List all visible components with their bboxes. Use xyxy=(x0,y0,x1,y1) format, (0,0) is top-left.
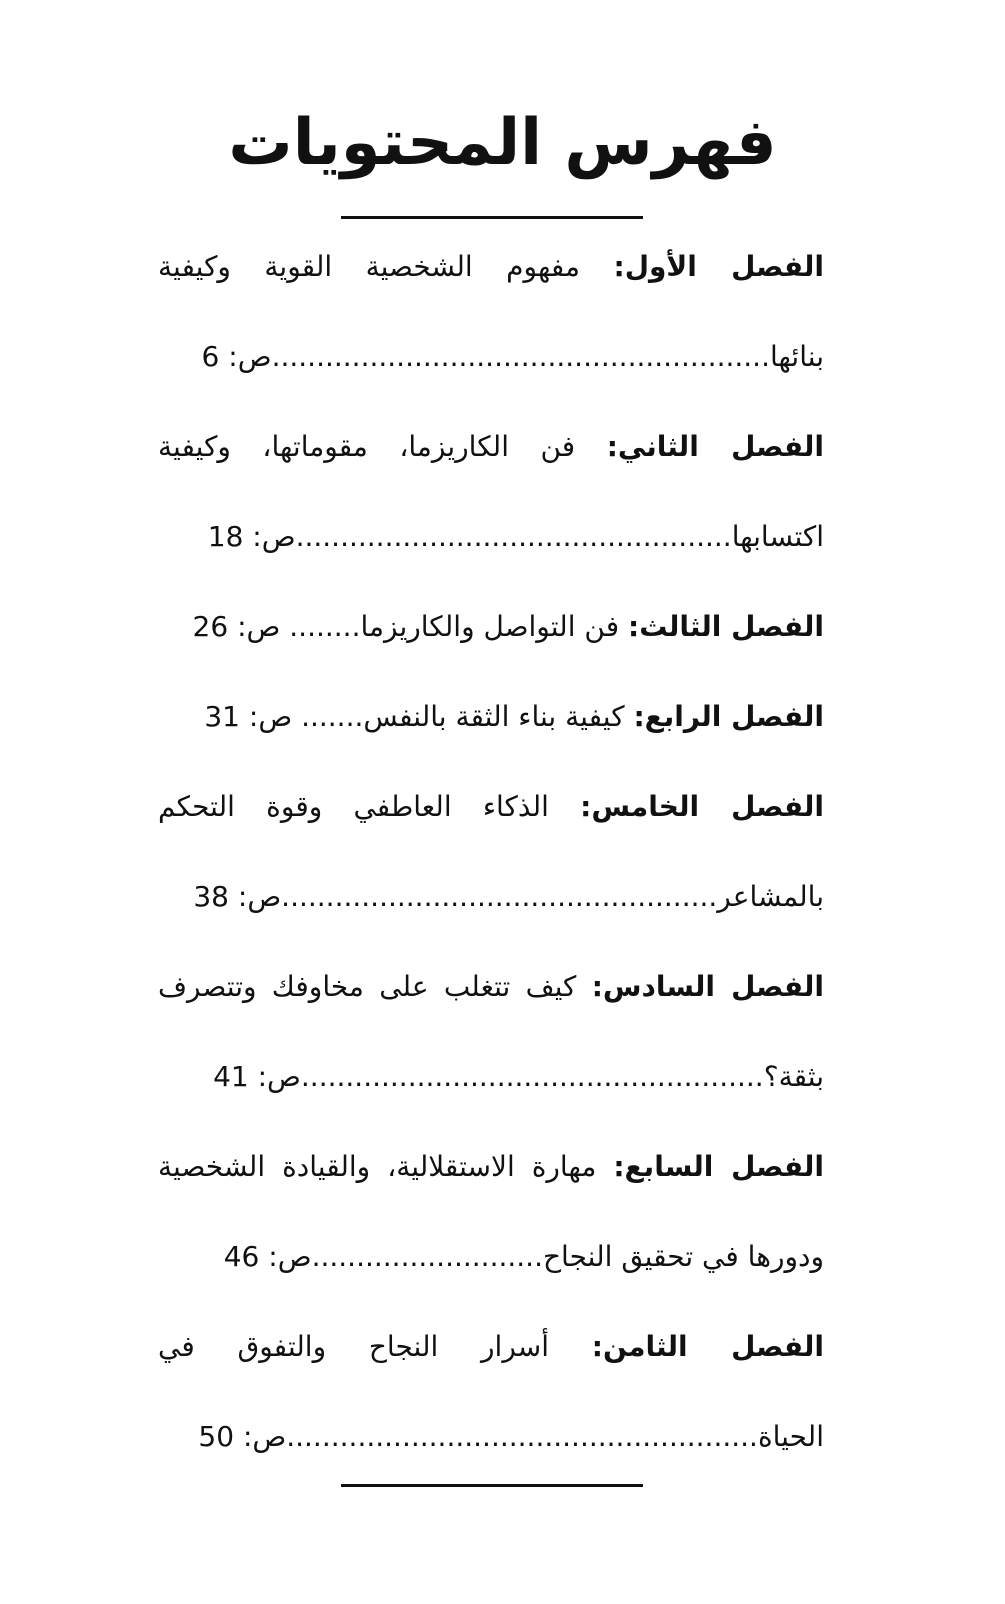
chapter-title-continued: اكتسابها................................................. xyxy=(295,520,824,553)
top-divider xyxy=(341,216,643,219)
chapter-title-continued: بالمشاعر................................................. xyxy=(281,880,824,913)
table-of-contents xyxy=(158,222,824,1482)
chapter-title-continued: ودورها في تحقيق النجاح.......................... xyxy=(311,1240,824,1273)
chapter-title: مهارة الاستقلالية، والقيادة الشخصية xyxy=(158,1150,614,1183)
chapter-label: الفصل الثاني: xyxy=(606,430,824,463)
page-number: ص: 6 xyxy=(201,340,272,373)
toc-entry-1-line1[interactable] xyxy=(158,222,824,312)
page-number: ص: 46 xyxy=(223,1240,312,1273)
chapter-label: الفصل الخامس: xyxy=(580,790,824,823)
chapter-label: الفصل السادس: xyxy=(591,970,824,1003)
chapter-title: أسرار النجاح والتفوق في xyxy=(158,1330,592,1363)
toc-entry-5-line2[interactable] xyxy=(158,852,824,942)
toc-entry-4[interactable] xyxy=(158,672,824,762)
toc-entry-7-line1[interactable] xyxy=(158,1122,824,1212)
chapter-title: كيف تتغلب على مخاوفك وتتصرف xyxy=(158,970,592,1003)
chapter-label: الفصل الثامن: xyxy=(591,1330,824,1363)
toc-entry-2-line2[interactable] xyxy=(158,492,824,582)
chapter-title: مفهوم الشخصية القوية وكيفية xyxy=(158,250,614,283)
chapter-title: الذكاء العاطفي وقوة التحكم xyxy=(158,790,581,823)
toc-entry-3[interactable] xyxy=(158,582,824,672)
page-number: ص: 38 xyxy=(193,880,282,913)
chapter-title-continued: بنائها........................................................ xyxy=(271,340,824,373)
page-number: ص: 26 xyxy=(192,610,281,643)
bottom-divider xyxy=(341,1484,643,1487)
toc-entry-6-line2[interactable] xyxy=(158,1032,824,1122)
toc-entry-6-line1[interactable] xyxy=(158,942,824,1032)
chapter-label: الفصل الرابع: xyxy=(633,700,824,733)
chapter-title-continued: بثقة؟.................................................... xyxy=(300,1060,824,1093)
toc-entry-2-line1[interactable] xyxy=(158,402,824,492)
chapter-title-continued: الحياة..................................................... xyxy=(286,1420,824,1453)
page-number: ص: 41 xyxy=(213,1060,301,1093)
chapter-title: كيفية بناء الثقة بالنفس....... xyxy=(301,700,634,733)
toc-entry-8-line1[interactable] xyxy=(158,1302,824,1392)
chapter-label: الفصل الثالث: xyxy=(628,610,824,643)
chapter-label: الفصل السابع: xyxy=(613,1150,824,1183)
chapter-label: الفصل الأول: xyxy=(613,250,824,283)
toc-entry-8-line2[interactable] xyxy=(158,1392,824,1482)
page-title: فهرس المحتويات xyxy=(228,106,777,180)
toc-entry-7-line2[interactable] xyxy=(158,1212,824,1302)
toc-entry-5-line1[interactable] xyxy=(158,762,824,852)
chapter-title: فن التواصل والكاريزما........ xyxy=(289,610,628,643)
page-number: ص: 31 xyxy=(204,700,293,733)
page-number: ص: 18 xyxy=(207,520,296,553)
chapter-title: فن الكاريزما، مقوماتها، وكيفية xyxy=(158,430,607,463)
toc-entry-1-line2[interactable] xyxy=(158,312,824,402)
page-number: ص: 50 xyxy=(198,1420,287,1453)
